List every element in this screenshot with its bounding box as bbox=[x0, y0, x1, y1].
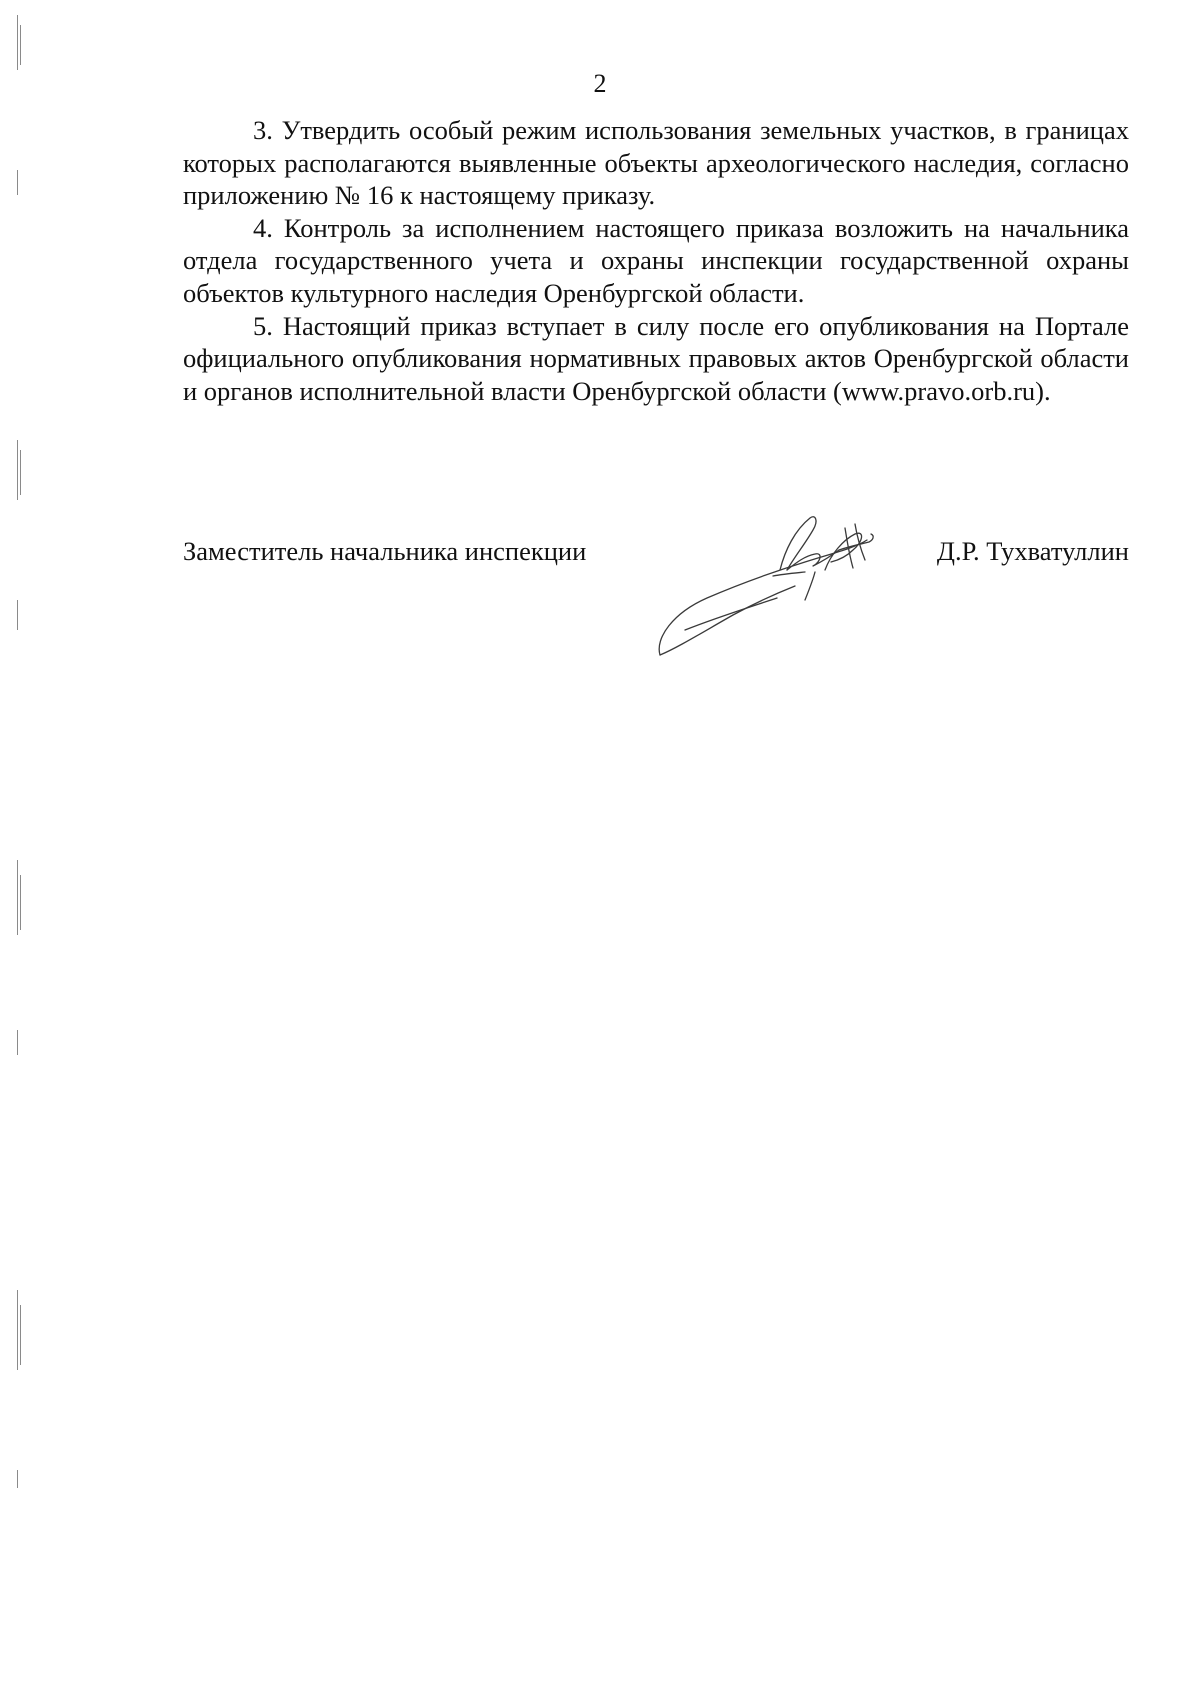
handwritten-signature bbox=[655, 510, 905, 660]
page-number: 2 bbox=[593, 69, 607, 98]
signer-position: Заместитель начальника инспекции bbox=[183, 536, 587, 566]
signer-name: Д.Р. Тухватуллин bbox=[936, 536, 1129, 566]
scan-edge-marks bbox=[14, 0, 30, 1697]
paragraph-4: 4. Контроль за исполнением настоящего приказа возложить на начальника отдела государственного учета и охраны инспекции государственной охраны объектов культурного наследия Оренбургской области. bbox=[183, 212, 1129, 308]
document-body bbox=[183, 114, 1129, 407]
paragraph-5: 5. Настоящий приказ вступает в силу после его опубликования на Портале официального опубликования нормативных правовых актов Оренбургской области и органов исполнительной власти Оренбургской области (www.pravo.orb.ru). bbox=[183, 310, 1129, 406]
paragraph-3: 3. Утвердить особый режим использования земельных участков, в границах которых располагаются выявленные объекты археологического наследия, согласно приложению № 16 к настоящему приказу. bbox=[183, 115, 1129, 211]
